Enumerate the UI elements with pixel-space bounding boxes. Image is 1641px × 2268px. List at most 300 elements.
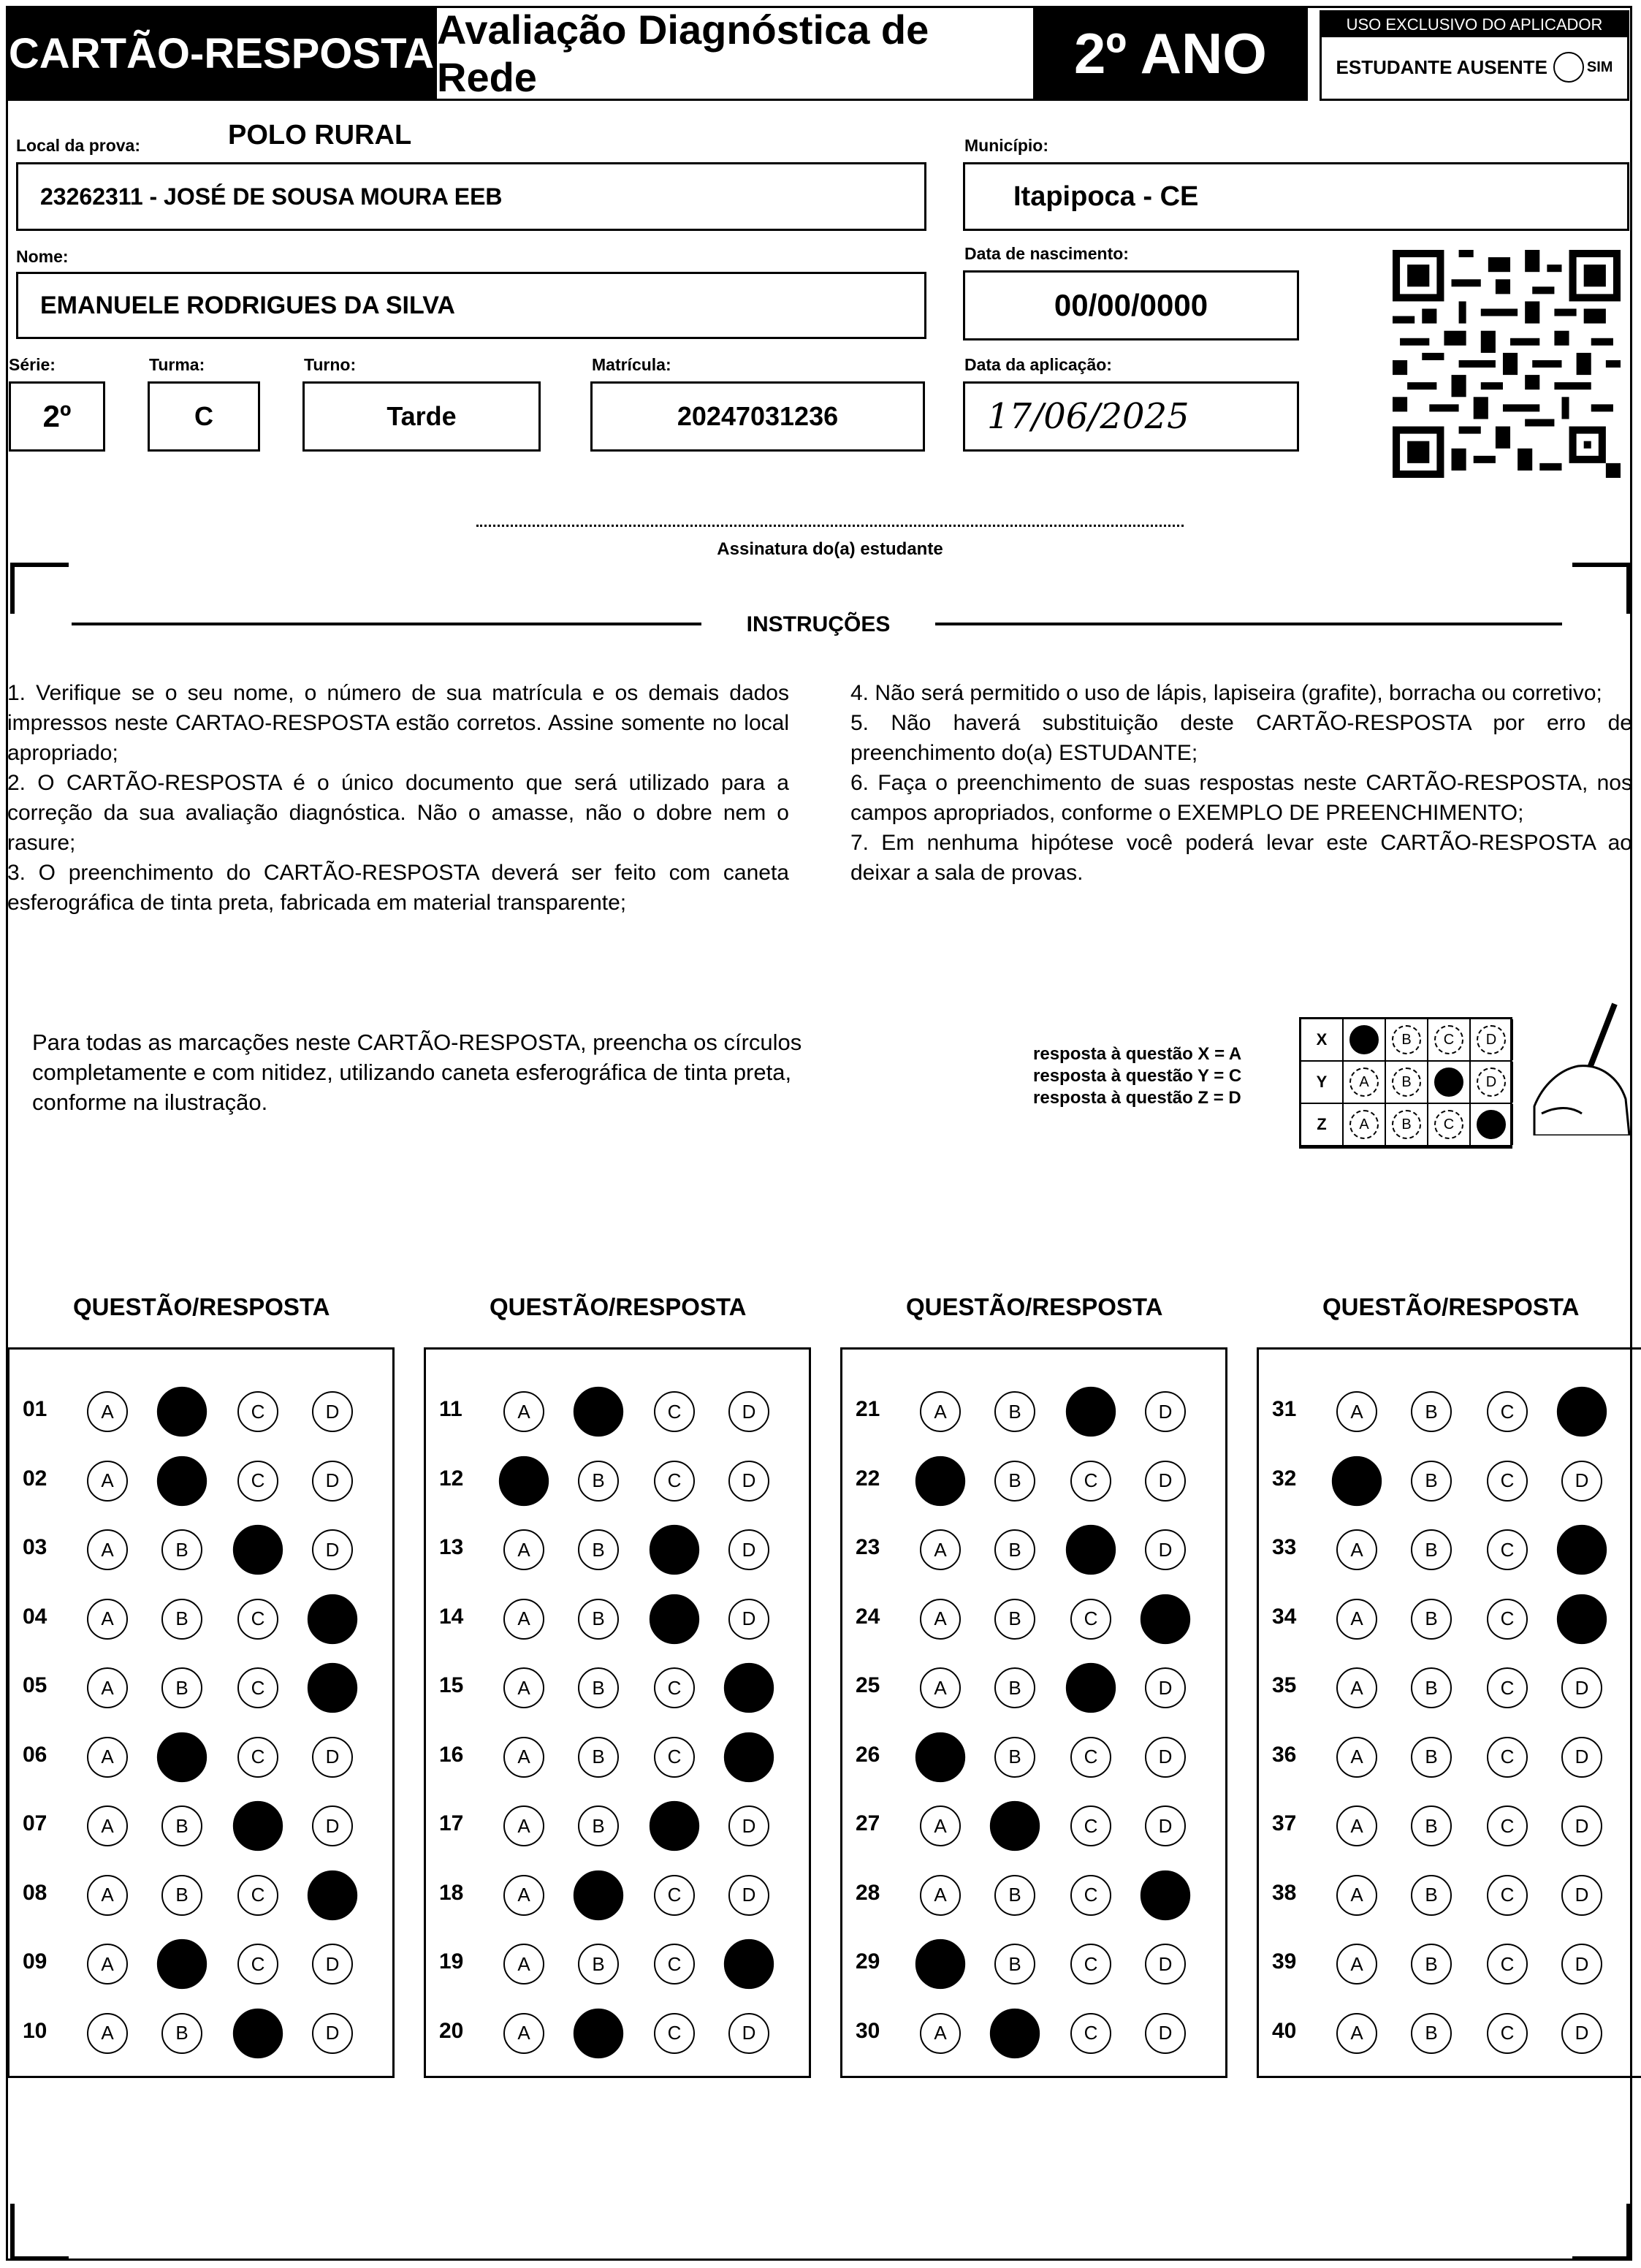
question-number: 38: [1272, 1880, 1297, 1905]
answer-bubble-c[interactable]: C: [1070, 1461, 1111, 1502]
answer-bubble-d[interactable]: D: [728, 1875, 769, 1916]
corner-mark: [1572, 563, 1631, 567]
question-number: 39: [1272, 1949, 1297, 1974]
example-row-label: X: [1301, 1019, 1344, 1060]
answer-bubble-b[interactable]: B: [578, 1461, 619, 1502]
answer-bubble-d[interactable]: [724, 1732, 774, 1781]
answer-bubble-c[interactable]: C: [237, 1461, 278, 1502]
example-legend: [1033, 1043, 1241, 1109]
answer-bubble-c[interactable]: C: [654, 1667, 695, 1708]
question-row: [9, 1871, 392, 1915]
question-number: 29: [856, 1949, 880, 1974]
answer-bubble-a[interactable]: A: [920, 1805, 961, 1846]
answer-bubble-a[interactable]: A: [503, 1529, 544, 1570]
answer-bubble-a[interactable]: A: [920, 1667, 961, 1708]
answer-bubble-b[interactable]: [157, 1455, 207, 1505]
answers-column: [1257, 1347, 1641, 2078]
answer-bubble-b[interactable]: [990, 2008, 1040, 2058]
answer-bubble-b[interactable]: B: [1411, 1944, 1452, 1984]
answer-bubble-c[interactable]: C: [1487, 1461, 1528, 1502]
answer-bubble-c[interactable]: C: [654, 2013, 695, 2054]
question-number: 24: [856, 1604, 880, 1629]
question-row: [426, 1940, 809, 1984]
legend-line: resposta à questão Y = C: [1033, 1066, 1242, 1086]
question-row: [426, 1526, 809, 1569]
question-number: 37: [1272, 1811, 1297, 1835]
answer-bubble-a[interactable]: A: [920, 1391, 961, 1432]
answer-bubble-a[interactable]: A: [87, 1599, 128, 1640]
answer-bubble-b[interactable]: B: [1411, 1737, 1452, 1778]
answer-bubble-c[interactable]: C: [237, 1391, 278, 1432]
answer-bubble-b[interactable]: B: [1411, 1391, 1452, 1432]
question-row: [426, 1802, 809, 1846]
answer-bubble-a[interactable]: A: [87, 1875, 128, 1916]
question-number: 33: [1272, 1535, 1297, 1559]
municipio-field: Itapipoca - CE: [963, 162, 1629, 231]
answer-bubble-d[interactable]: D: [1561, 1944, 1602, 1984]
question-row: [9, 1733, 392, 1777]
example-row-label: Y: [1301, 1062, 1344, 1103]
answer-bubble-c[interactable]: C: [654, 1944, 695, 1984]
answer-bubble-b[interactable]: [574, 1387, 623, 1436]
example-bubble-a: A: [1349, 1068, 1379, 1097]
answer-bubble-b[interactable]: [157, 1939, 207, 1989]
answer-bubble-d[interactable]: D: [1561, 1875, 1602, 1916]
answer-bubble-d[interactable]: D: [728, 1391, 769, 1432]
answer-bubble-c[interactable]: C: [1487, 1805, 1528, 1846]
answer-bubble-d[interactable]: [1141, 1594, 1190, 1643]
answer-bubble-a[interactable]: A: [1336, 1391, 1377, 1432]
answer-bubble-b[interactable]: [157, 1732, 207, 1781]
answer-bubble-a[interactable]: A: [87, 2013, 128, 2054]
answer-bubble-c[interactable]: C: [1487, 1391, 1528, 1432]
example-bubble-c: [1434, 1068, 1463, 1097]
answer-bubble-b[interactable]: B: [578, 1737, 619, 1778]
answers-column: [424, 1347, 811, 2078]
question-row: [426, 1664, 809, 1708]
answer-bubble-a[interactable]: A: [503, 1805, 544, 1846]
question-row: [9, 1595, 392, 1639]
answer-bubble-c[interactable]: [1066, 1663, 1116, 1713]
answer-bubble-a[interactable]: [499, 1455, 549, 1505]
answer-bubble-b[interactable]: B: [994, 1737, 1035, 1778]
answer-bubble-c[interactable]: [650, 1525, 699, 1575]
answer-bubble-c[interactable]: C: [1487, 1599, 1528, 1640]
answer-bubble-c[interactable]: C: [654, 1391, 695, 1432]
answer-bubble-a[interactable]: A: [87, 1461, 128, 1502]
answer-bubble-b[interactable]: B: [994, 1667, 1035, 1708]
corner-mark: [1572, 2256, 1631, 2261]
question-number: 30: [856, 2018, 880, 2043]
answer-bubble-c[interactable]: [1066, 1525, 1116, 1575]
question-number: 15: [439, 1673, 464, 1697]
grade-badge: 2º ANO: [1033, 6, 1308, 101]
answer-bubble-a[interactable]: A: [87, 1667, 128, 1708]
answer-bubble-a[interactable]: A: [1336, 1529, 1377, 1570]
answer-bubble-d[interactable]: D: [312, 1529, 353, 1570]
question-row: [1259, 1733, 1641, 1777]
answer-bubble-a[interactable]: A: [87, 1944, 128, 1984]
answer-bubble-d[interactable]: [308, 1870, 357, 1919]
answer-bubble-a[interactable]: A: [1336, 1944, 1377, 1984]
answer-bubble-b[interactable]: B: [994, 1944, 1035, 1984]
local-label: Local da prova:: [16, 136, 140, 155]
corner-mark: [1626, 563, 1631, 614]
instruction-item: 5. Não haverá substituição deste CARTÃO-RESPOSTA por erro de preenchimento do(a) ESTUDANTE;: [850, 711, 1632, 765]
question-number: 08: [23, 1880, 47, 1905]
answer-bubble-c[interactable]: [1066, 1387, 1116, 1436]
instruction-item: 2. O CARTÃO-RESPOSTA é o único documento que será utilizado para a correção da sua avaliação diagnóstica. Não o amasse, não o dobre nem o rasure;: [7, 771, 789, 855]
question-number: 17: [439, 1811, 464, 1835]
answer-bubble-a[interactable]: A: [1336, 2013, 1377, 2054]
question-number: 14: [439, 1604, 464, 1629]
question-row: [9, 1388, 392, 1431]
question-number: 26: [856, 1742, 880, 1767]
question-row: [1259, 1940, 1641, 1984]
instruction-item: 4. Não será permitido o uso de lápis, lapiseira (grafite), borracha ou corretivo;: [850, 681, 1602, 705]
aplicacao-label: Data da aplicação:: [964, 355, 1112, 374]
example-bubble-b: B: [1392, 1025, 1421, 1054]
answer-bubble-d[interactable]: D: [312, 1461, 353, 1502]
answer-bubble-c[interactable]: C: [1487, 2013, 1528, 2054]
example-grid: [1299, 1017, 1512, 1149]
answer-bubble-c[interactable]: C: [1487, 1667, 1528, 1708]
answer-bubble-c[interactable]: [650, 1801, 699, 1851]
answer-bubble-a[interactable]: A: [920, 1599, 961, 1640]
question-row: [1259, 1457, 1641, 1501]
example-text: Para todas as marcações neste CARTÃO-RESPOSTA, preencha os círculos completamente e com nitidez, utilizando caneta esferográfica de tinta preta, conforme na ilustração.: [32, 1030, 802, 1115]
question-row: [1259, 1664, 1641, 1708]
example-bubble-d: D: [1477, 1068, 1506, 1097]
question-row: [1259, 2009, 1641, 2053]
answer-bubble-b[interactable]: B: [161, 1529, 202, 1570]
answer-bubble-a[interactable]: A: [87, 1391, 128, 1432]
question-row: [426, 1457, 809, 1501]
question-number: 01: [23, 1397, 47, 1421]
serie-field: 2º: [9, 381, 105, 452]
answer-bubble-d[interactable]: [308, 1663, 357, 1713]
answer-bubble-c[interactable]: [233, 1801, 283, 1851]
answer-bubble-c[interactable]: C: [1070, 1599, 1111, 1640]
answer-bubble-d[interactable]: D: [728, 1461, 769, 1502]
answer-bubble-b[interactable]: B: [1411, 2013, 1452, 2054]
answer-bubble-a[interactable]: A: [503, 1599, 544, 1640]
example-cell: [1428, 1104, 1471, 1145]
answer-bubble-b[interactable]: B: [1411, 1875, 1452, 1916]
answer-bubble-b[interactable]: [157, 1387, 207, 1436]
nome-label: Nome:: [16, 247, 69, 266]
question-number: 40: [1272, 2018, 1297, 2043]
answer-bubble-c[interactable]: [650, 1594, 699, 1643]
question-number: 18: [439, 1880, 464, 1905]
answer-bubble-c[interactable]: C: [237, 1944, 278, 1984]
question-number: 25: [856, 1673, 880, 1697]
instructions-rule-left: [72, 623, 701, 625]
answer-bubble-d[interactable]: [1557, 1387, 1607, 1436]
question-row: [842, 2009, 1225, 2053]
answer-bubble-d[interactable]: D: [1145, 1391, 1186, 1432]
question-row: [842, 1802, 1225, 1846]
answer-bubble-a[interactable]: A: [503, 1875, 544, 1916]
answer-bubble-a[interactable]: A: [1336, 1599, 1377, 1640]
answers-column-title: QUESTÃO/RESPOSTA: [490, 1293, 747, 1320]
answer-bubble-d[interactable]: D: [728, 2013, 769, 2054]
question-number: 06: [23, 1742, 47, 1767]
answer-bubble-c[interactable]: [233, 2008, 283, 2058]
answer-bubble-d[interactable]: D: [1561, 1737, 1602, 1778]
answer-bubble-c[interactable]: C: [237, 1599, 278, 1640]
turno-label: Turno:: [304, 355, 357, 374]
question-row: [1259, 1595, 1641, 1639]
answer-bubble-b[interactable]: B: [1411, 1529, 1452, 1570]
aplicador-box: [1320, 10, 1629, 101]
answer-bubble-a[interactable]: A: [1336, 1737, 1377, 1778]
example-cell: [1386, 1062, 1428, 1103]
answer-bubble-a[interactable]: A: [1336, 1875, 1377, 1916]
answer-bubble-b[interactable]: B: [1411, 1599, 1452, 1640]
question-row: [426, 1733, 809, 1777]
question-number: 03: [23, 1535, 47, 1559]
question-number: 36: [1272, 1742, 1297, 1767]
answer-bubble-b[interactable]: B: [161, 1875, 202, 1916]
answer-bubble-c[interactable]: C: [1487, 1944, 1528, 1984]
answer-bubble-d[interactable]: D: [1561, 1805, 1602, 1846]
instruction-item: 3. O preenchimento do CARTÃO-RESPOSTA deverá ser feito com caneta esferográfica de tinta preta, fabricada em material transparente;: [7, 861, 789, 915]
instructions-right: [850, 678, 1632, 888]
question-row: [426, 2009, 809, 2053]
answer-bubble-c[interactable]: C: [654, 1461, 695, 1502]
answers-column-title: QUESTÃO/RESPOSTA: [906, 1293, 1163, 1320]
answer-bubble-c[interactable]: [233, 1525, 283, 1575]
answer-bubble-b[interactable]: B: [161, 1667, 202, 1708]
question-row: [842, 1871, 1225, 1915]
corner-mark: [10, 563, 69, 567]
matricula-label: Matrícula:: [592, 355, 671, 374]
answer-bubble-b[interactable]: B: [994, 1391, 1035, 1432]
corner-mark: [1626, 2204, 1631, 2261]
instructions-title: INSTRUÇÕES: [746, 612, 891, 636]
example-bubble-b: B: [1392, 1068, 1421, 1097]
answer-bubble-b[interactable]: [990, 1801, 1040, 1851]
answer-bubble-d[interactable]: D: [1145, 1667, 1186, 1708]
answers-column: [840, 1347, 1227, 2078]
answer-bubble-b[interactable]: B: [161, 2013, 202, 2054]
answer-bubble-b[interactable]: B: [578, 1667, 619, 1708]
answer-bubble-d[interactable]: D: [1145, 2013, 1186, 2054]
turno-field: Tarde: [302, 381, 541, 452]
nome-field: EMANUELE RODRIGUES DA SILVA: [16, 272, 926, 339]
answer-bubble-d[interactable]: D: [728, 1599, 769, 1640]
answer-bubble-a[interactable]: A: [503, 1737, 544, 1778]
answer-bubble-c[interactable]: C: [237, 1667, 278, 1708]
answer-bubble-c[interactable]: C: [1487, 1529, 1528, 1570]
exam-title: Avaliação Diagnóstica de Rede: [437, 6, 1033, 101]
answer-bubble-c[interactable]: C: [1070, 1875, 1111, 1916]
answer-bubble-b[interactable]: B: [578, 1944, 619, 1984]
example-bubble-c: C: [1434, 1025, 1463, 1054]
answer-bubble-a[interactable]: A: [920, 1875, 961, 1916]
instruction-item: 7. Em nenhuma hipótese você poderá levar este CARTÃO-RESPOSTA ao deixar a sala de provas.: [850, 831, 1632, 885]
answer-bubble-d[interactable]: [308, 1594, 357, 1643]
question-number: 28: [856, 1880, 880, 1905]
answer-bubble-d[interactable]: D: [1145, 1737, 1186, 1778]
answer-bubble-a[interactable]: A: [87, 1737, 128, 1778]
answer-bubble-b[interactable]: B: [578, 1805, 619, 1846]
answer-bubble-c[interactable]: C: [1487, 1737, 1528, 1778]
answer-bubble-a[interactable]: [915, 1939, 965, 1989]
question-number: 35: [1272, 1673, 1297, 1697]
example-row-label: Z: [1301, 1104, 1344, 1145]
answer-bubble-d[interactable]: D: [312, 1737, 353, 1778]
legend-line: resposta à questão Z = D: [1033, 1088, 1241, 1108]
answer-bubble-b[interactable]: B: [161, 1599, 202, 1640]
question-number: 19: [439, 1949, 464, 1974]
question-row: [1259, 1802, 1641, 1846]
answer-bubble-a[interactable]: A: [503, 1667, 544, 1708]
question-number: 09: [23, 1949, 47, 1974]
answer-bubble-d[interactable]: D: [312, 1805, 353, 1846]
question-row: [842, 1664, 1225, 1708]
corner-mark: [10, 563, 15, 614]
answer-bubble-b[interactable]: B: [994, 1529, 1035, 1570]
question-row: [9, 1526, 392, 1569]
instructions-left: [7, 678, 789, 918]
question-number: 31: [1272, 1397, 1297, 1421]
question-number: 07: [23, 1811, 47, 1835]
example-row: [1301, 1019, 1510, 1062]
question-number: 02: [23, 1466, 47, 1491]
answer-bubble-b[interactable]: B: [1411, 1461, 1452, 1502]
legend-line: resposta à questão X = A: [1033, 1044, 1242, 1064]
question-row: [1259, 1526, 1641, 1569]
answer-bubble-a[interactable]: A: [1336, 1667, 1377, 1708]
question-number: 27: [856, 1811, 880, 1835]
answer-bubble-d[interactable]: D: [1561, 1461, 1602, 1502]
question-row: [426, 1388, 809, 1431]
answer-bubble-a[interactable]: A: [920, 1529, 961, 1570]
answer-bubble-d[interactable]: D: [312, 1944, 353, 1984]
answer-bubble-c[interactable]: C: [1070, 1737, 1111, 1778]
answer-bubble-a[interactable]: A: [503, 1391, 544, 1432]
answer-bubble-b[interactable]: B: [578, 1529, 619, 1570]
answer-bubble-c[interactable]: C: [1070, 1944, 1111, 1984]
turma-field: C: [148, 381, 260, 452]
answer-bubble-d[interactable]: D: [1561, 1667, 1602, 1708]
answer-bubble-b[interactable]: B: [1411, 1667, 1452, 1708]
question-row: [9, 1457, 392, 1501]
example-cell: [1344, 1104, 1386, 1145]
answer-bubble-d[interactable]: D: [1145, 1944, 1186, 1984]
answer-bubble-a[interactable]: A: [1336, 1805, 1377, 1846]
answer-bubble-b[interactable]: B: [578, 1599, 619, 1640]
example-cell: [1428, 1062, 1471, 1103]
answer-bubble-d[interactable]: [1557, 1525, 1607, 1575]
answer-bubble-a[interactable]: [915, 1455, 965, 1505]
answer-bubble-d[interactable]: D: [1145, 1805, 1186, 1846]
question-row: [842, 1940, 1225, 1984]
corner-mark: [10, 2256, 69, 2261]
signature-line[interactable]: [476, 525, 1184, 527]
answer-bubble-c[interactable]: C: [654, 1875, 695, 1916]
question-number: 10: [23, 2018, 47, 2043]
polo-name: POLO RURAL: [228, 120, 412, 151]
question-row: [426, 1595, 809, 1639]
question-number: 21: [856, 1397, 880, 1421]
question-row: [9, 1802, 392, 1846]
nascimento-label: Data de nascimento:: [964, 244, 1129, 263]
municipio-label: Município:: [964, 136, 1048, 155]
answer-bubble-c[interactable]: C: [237, 1737, 278, 1778]
answer-bubble-d[interactable]: D: [1145, 1529, 1186, 1570]
answer-bubble-c[interactable]: C: [1487, 1875, 1528, 1916]
turma-label: Turma:: [149, 355, 205, 374]
answer-bubble-b[interactable]: B: [994, 1875, 1035, 1916]
answer-bubble-d[interactable]: [724, 1939, 774, 1989]
answer-bubble-d[interactable]: D: [312, 2013, 353, 2054]
answer-bubble-a[interactable]: A: [920, 2013, 961, 2054]
answer-bubble-d[interactable]: D: [312, 1391, 353, 1432]
answer-bubble-c[interactable]: C: [1070, 2013, 1111, 2054]
answers-column-title: QUESTÃO/RESPOSTA: [1322, 1293, 1580, 1320]
answers-column-title: QUESTÃO/RESPOSTA: [73, 1293, 330, 1320]
question-number: 20: [439, 2018, 464, 2043]
answer-bubble-b[interactable]: [574, 2008, 623, 2058]
answer-bubble-d[interactable]: D: [1145, 1461, 1186, 1502]
answer-bubble-a[interactable]: A: [87, 1529, 128, 1570]
example-bubble-a: [1349, 1025, 1379, 1054]
answer-bubble-d[interactable]: [724, 1663, 774, 1713]
question-row: [842, 1595, 1225, 1639]
answer-bubble-b[interactable]: B: [1411, 1805, 1452, 1846]
answer-bubble-b[interactable]: B: [161, 1805, 202, 1846]
absent-checkbox[interactable]: [1553, 52, 1584, 83]
matricula-field: 20247031236: [590, 381, 925, 452]
answer-bubble-c[interactable]: C: [1070, 1805, 1111, 1846]
example-cell: [1344, 1062, 1386, 1103]
example-cell: [1386, 1104, 1428, 1145]
answer-bubble-a[interactable]: A: [87, 1805, 128, 1846]
question-number: 12: [439, 1466, 464, 1491]
answer-bubble-a[interactable]: A: [503, 2013, 544, 2054]
example-bubble-a: A: [1349, 1110, 1379, 1139]
answer-bubble-b[interactable]: B: [994, 1599, 1035, 1640]
answer-bubble-b[interactable]: [574, 1870, 623, 1919]
corner-mark: [10, 2204, 15, 2261]
example-bubble-c: C: [1434, 1110, 1463, 1139]
absent-label: ESTUDANTE AUSENTE: [1336, 56, 1547, 78]
answer-bubble-c[interactable]: C: [237, 1875, 278, 1916]
answer-bubble-d[interactable]: [1141, 1870, 1190, 1919]
question-row: [1259, 1871, 1641, 1915]
answer-bubble-d[interactable]: [1557, 1594, 1607, 1643]
answer-bubble-a[interactable]: [915, 1732, 965, 1781]
instruction-item: 1. Verifique se o seu nome, o número de sua matrícula e os demais dados impressos neste CARTAO-RESPOSTA estão corretos. Assine somente no local apropriado;: [7, 681, 789, 765]
question-number: 13: [439, 1535, 464, 1559]
answer-bubble-d[interactable]: D: [728, 1529, 769, 1570]
question-row: [9, 1664, 392, 1708]
answer-bubble-d[interactable]: D: [1561, 2013, 1602, 2054]
local-field: 23262311 - JOSÉ DE SOUSA MOURA EEB: [16, 162, 926, 231]
question-row: [842, 1457, 1225, 1501]
answer-bubble-a[interactable]: A: [503, 1944, 544, 1984]
answer-bubble-b[interactable]: B: [994, 1461, 1035, 1502]
question-number: 11: [439, 1397, 462, 1421]
qr-code: [1393, 250, 1621, 478]
answer-bubble-d[interactable]: D: [728, 1805, 769, 1846]
answer-bubble-c[interactable]: C: [654, 1737, 695, 1778]
question-row: [842, 1733, 1225, 1777]
answer-bubble-a[interactable]: [1332, 1455, 1382, 1505]
